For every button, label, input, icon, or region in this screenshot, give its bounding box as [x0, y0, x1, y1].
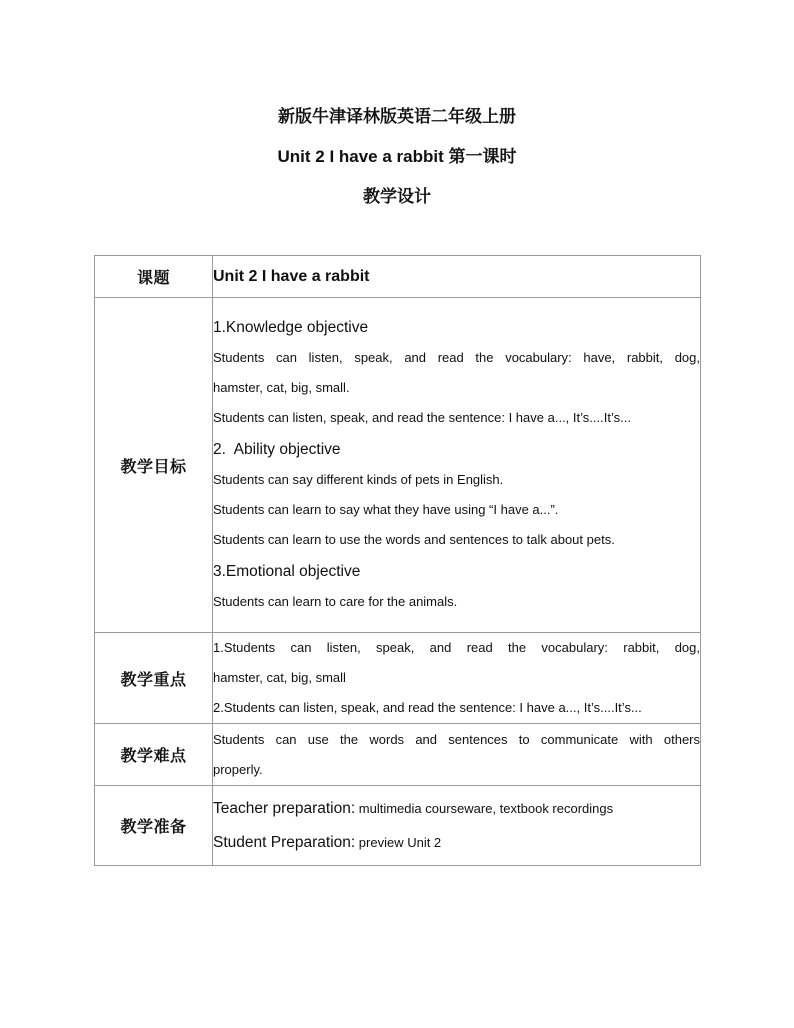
knowledge-line: Students can listen, speak, and read the vocabulary: have, rabbit, dog,: [213, 350, 700, 365]
ability-objective-heading: 2. Ability objective: [213, 441, 341, 458]
document-heading: 教学设计: [363, 187, 431, 206]
preparation-label: 教学准备: [95, 786, 213, 866]
key-point-line: 1.Students can listen, speak, and read the vocabulary: rabbit, dog,: [213, 640, 700, 655]
preparation-content: [213, 786, 701, 866]
table-row-preparation: [95, 786, 701, 866]
document-subtitle: Unit 2 I have a rabbit 第一课时: [277, 147, 517, 166]
table-row-objectives: [95, 298, 701, 633]
student-preparation: [213, 834, 700, 852]
topic-label: 课题: [95, 256, 213, 298]
difficulties-label: 教学难点: [95, 724, 213, 786]
table-row-topic: [95, 256, 701, 298]
knowledge-line: hamster, cat, big, small.: [213, 380, 350, 395]
ability-line: Students can say different kinds of pets in English.: [213, 472, 504, 487]
ability-line: Students can learn to use the words and sentences to talk about pets.: [213, 532, 615, 547]
emotional-line: Students can learn to care for the animals.: [213, 594, 458, 609]
topic-value: Unit 2 I have a rabbit: [213, 267, 370, 285]
teacher-preparation-label: Teacher preparation:: [213, 799, 356, 817]
knowledge-line: Students can listen, speak, and read the sentence: I have a..., It’s....It’s...: [213, 410, 631, 425]
student-preparation-value: preview Unit 2: [355, 834, 442, 850]
knowledge-objective-heading: 1.Knowledge objective: [213, 319, 369, 336]
topic-value-cell: [213, 256, 701, 298]
emotional-objective-heading: 3.Emotional objective: [213, 563, 361, 580]
key-point-line: 2.Students can listen, speak, and read the sentence: I have a..., It’s....It’s...: [213, 700, 642, 715]
objectives-label: 教学目标: [95, 298, 213, 633]
ability-line: Students can learn to say what they have using “I have a...”.: [213, 502, 559, 517]
key-points-content: [213, 633, 701, 724]
lesson-plan-table: [94, 255, 701, 866]
key-points-label: 教学重点: [95, 633, 213, 724]
teacher-preparation: [213, 800, 700, 818]
table-row-key-points: [95, 633, 701, 724]
objectives-content: [213, 298, 701, 633]
table-row-difficulties: [95, 724, 701, 786]
difficulties-content: [213, 724, 701, 786]
difficulty-line: properly.: [213, 761, 263, 777]
key-point-line: hamster, cat, big, small: [213, 670, 346, 685]
student-preparation-label: Student Preparation:: [213, 833, 356, 851]
document-title: 新版牛津译林版英语二年级上册: [278, 107, 516, 126]
difficulty-line: Students can use the words and sentences to communicate with others: [213, 731, 700, 747]
teacher-preparation-value: multimedia courseware, textbook recordings: [355, 800, 614, 816]
